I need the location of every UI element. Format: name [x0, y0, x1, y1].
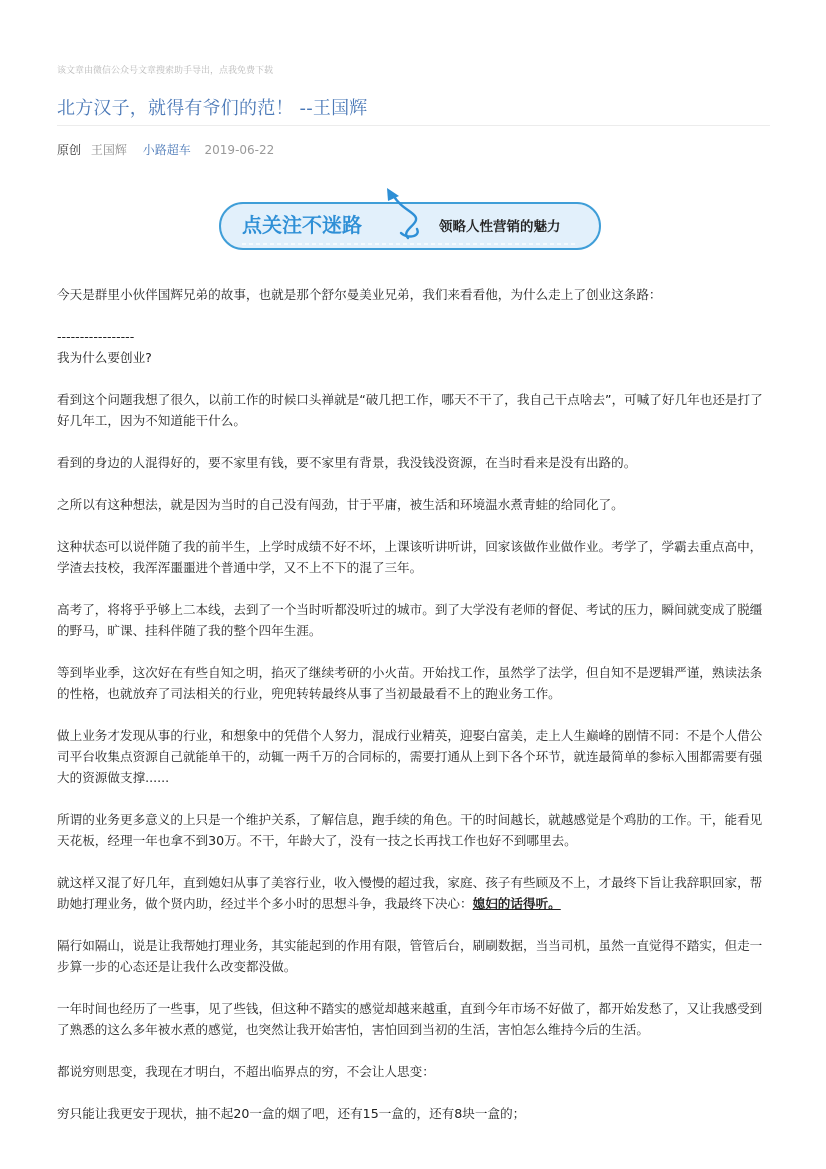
paragraph: 所谓的业务更多意义的上只是一个维护关系，了解信息，跑手续的角色。干的时间越长，就越感觉是个鸡肋的工作。干，能看见天花板，经理一年也拿不到30万。不干，年龄大了，没有一技之长再找工作也好不到哪里去。	[57, 812, 763, 848]
paragraph: 等到毕业季，这次好在有些自知之明，掐灭了继续考研的小火苗。开始找工作，虽然学了法学，但自知不是逻辑严谨，熟读法条的性格，也就放弃了司法相关的行业，兜兜转转最终从事了当初最最看不上的跑业务工作。	[57, 665, 763, 701]
title-divider	[57, 125, 770, 126]
paragraph: 高考了，将将乎乎够上二本线，去到了一个当时听都没听过的城市。到了大学没有老师的督促、考试的压力，瞬间就变成了脱缰的野马，旷课、挂科伴随了我的整个四年生涯。	[57, 602, 763, 638]
paragraph: 穷只能让我更安于现状，抽不起20一盒的烟了吧，还有15一盒的，还有8块一盒的；	[57, 1106, 526, 1121]
banner-left-text: 点关注不迷路	[242, 213, 362, 237]
article-title: 北方汉子，就得有爷们的范！ --王国辉	[57, 98, 368, 119]
banner-right-text: 领略人性营销的魅力	[439, 219, 561, 235]
export-note-link[interactable]: 该文章由微信公众号文章搜索助手导出，点我免费下载	[57, 66, 274, 76]
text-divider: -----------------	[57, 329, 135, 344]
author-name: 王国辉	[90, 143, 127, 157]
paragraph: 都说穷则思变，我现在才明白，不超出临界点的穷，不会让人思变：	[57, 1064, 435, 1079]
paragraph: 这种状态可以说伴随了我的前半生，上学时成绩不好不坏，上课该听讲听讲，回家该做作业做作业。考学了，学霸去重点高中，学渣去技校，我浑浑噩噩进个普通中学，又不上不下的混了三年。	[57, 539, 763, 575]
paragraph: 隔行如隔山，说是让我帮她打理业务，其实能起到的作用有限，管管后台，刷刷数据，当当司机，虽然一直觉得不踏实，但走一步算一步的心态还是让我什么改变都没做。	[57, 938, 763, 974]
follow-banner	[217, 186, 603, 252]
paragraph: 做上业务才发现从事的行业，和想象中的凭借个人努力，混成行业精英，迎娶白富美，走上人生巅峰的剧情不同：不是个人借公司平台收集点资源自己就能单干的，动辄一两千万的合同标的，需要打通从上到下各个环节，就连最简单的参标入围都需要有强大的资源做支撑......	[57, 728, 763, 785]
highlighted-phrase: 媳妇的话得听。	[472, 896, 561, 911]
article-body	[57, 284, 769, 1145]
paragraph: 看到的身边的人混得好的，要不家里有钱，要不家里有背景，我没钱没资源，在当时看来是没有出路的。	[57, 455, 637, 470]
article-meta	[57, 141, 274, 158]
publish-date: 2019-06-22	[204, 143, 275, 157]
paragraph-text: 就这样又混了好几年，直到媳妇从事了美容行业，收入慢慢的超过我，家庭、孩子有些顾及不上，才最终下旨让我辞职回家，帮助她打理业务，做个贤内助，经过半个多小时的思想斗争，我最终下决心：	[57, 875, 763, 911]
paragraph: 一年时间也经历了一些事，见了些钱，但这种不踏实的感觉却越来越重，直到今年市场不好做了，都开始发愁了，又让我感受到了熟悉的这么多年被水煮的感觉，也突然让我开始害怕，害怕回到当初的生活，害怕怎么维持今后的生活。	[57, 1001, 763, 1037]
paragraph: 之所以有这种想法，就是因为当时的自己没有闯劲，甘于平庸，被生活和环境温水煮青蛙的给同化了。	[57, 497, 624, 512]
paragraph: 今天是群里小伙伴国辉兄弟的故事，也就是那个舒尔曼美业兄弟，我们来看看他，为什么走上了创业这条路：	[57, 287, 662, 302]
section-question: 我为什么要创业?	[57, 350, 152, 365]
account-name-link[interactable]: 小路超车	[142, 143, 191, 157]
paragraph	[57, 872, 769, 914]
paragraph: 看到这个问题我想了很久，以前工作的时候口头禅就是“破几把工作，哪天不干了，我自己干点啥去”，可喊了好几年也还是打了好几年工，因为不知道能干什么。	[57, 392, 763, 428]
original-tag: 原创	[57, 143, 82, 157]
